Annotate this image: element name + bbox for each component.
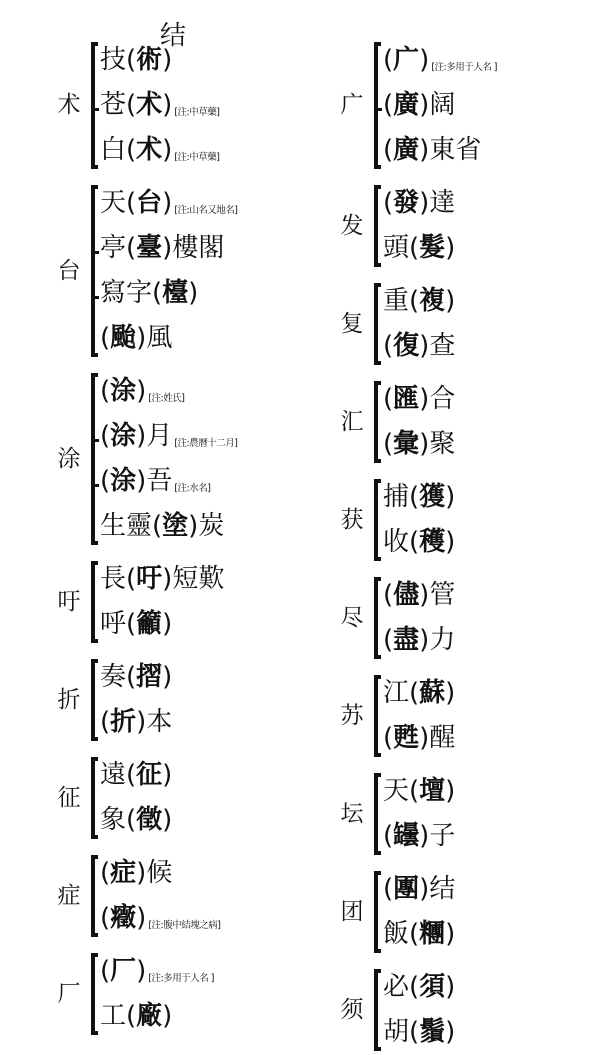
simplified-character: 折 — [57, 686, 81, 713]
variant-list — [383, 181, 455, 271]
simplified-character: 团 — [340, 898, 364, 925]
traditional-variant-text: 遠(征) — [100, 760, 173, 790]
traditional-variant-text: 長(吁)短歎 — [100, 564, 225, 594]
traditional-variant-text: (症)候 — [100, 858, 173, 888]
brace-bracket — [368, 475, 381, 565]
list-item — [383, 128, 497, 173]
usage-note: [注:中草藥] — [174, 107, 220, 119]
list-item — [100, 316, 237, 361]
left-column — [0, 21, 317, 1031]
character-group — [337, 279, 600, 369]
variant-list — [383, 769, 455, 859]
character-group — [54, 655, 317, 745]
simplified-character: 厂 — [57, 980, 81, 1007]
traditional-variant-text: 亭(臺)樓閣 — [100, 233, 225, 263]
variant-list — [100, 369, 237, 549]
list-item — [100, 271, 237, 316]
brace-bracket — [368, 181, 381, 271]
character-group — [337, 475, 600, 565]
character-group — [337, 671, 600, 761]
brace-bracket — [368, 279, 381, 369]
simplified-character: 症 — [57, 882, 81, 909]
usage-note: [注:中草藥] — [174, 152, 220, 164]
traditional-variant-text: (厂) — [100, 956, 147, 986]
traditional-variant-text: (广) — [383, 45, 430, 75]
usage-note: [注:多用于人名 ] — [148, 973, 214, 985]
brace-bracket — [85, 38, 98, 173]
list-item — [100, 459, 237, 504]
wrapped-text-tail: 结 — [160, 21, 187, 51]
traditional-variant-text: (廣)東省 — [383, 135, 482, 165]
list-item — [383, 716, 455, 761]
variant-list — [100, 753, 172, 843]
simplified-character: 广 — [340, 92, 364, 118]
variant-list — [383, 279, 455, 369]
usage-note: [注:多用于人名 ] — [431, 62, 497, 74]
character-group — [337, 573, 600, 663]
list-item — [383, 618, 455, 663]
brace-bracket — [368, 769, 381, 859]
traditional-variant-text: 胡(鬚) — [383, 1017, 456, 1047]
simplified-character: 获 — [340, 506, 364, 533]
list-item — [383, 377, 455, 422]
character-group — [337, 181, 600, 271]
simplified-character: 术 — [57, 92, 81, 118]
list-item — [100, 83, 219, 128]
brace-bracket — [85, 851, 98, 941]
list-item — [100, 798, 172, 843]
usage-note: [注:姓氏] — [148, 393, 185, 405]
list-item — [100, 753, 172, 798]
traditional-variant-text: (儘)管 — [383, 580, 456, 610]
list-item — [100, 655, 172, 700]
character-group — [54, 369, 317, 549]
list-item — [100, 128, 219, 173]
simplified-character: 苏 — [340, 702, 364, 729]
character-group — [337, 965, 600, 1055]
list-item — [383, 422, 455, 467]
variant-list — [383, 867, 455, 957]
list-item — [383, 520, 455, 565]
traditional-variant-text: 寫字(檯) — [100, 278, 199, 308]
traditional-variant-text: 技(術) — [100, 45, 173, 75]
list-item — [383, 279, 455, 324]
simplified-character: 汇 — [340, 408, 364, 435]
right-column — [317, 38, 600, 1047]
list-item — [100, 994, 214, 1039]
list-item — [383, 814, 455, 859]
brace-bracket — [85, 181, 98, 361]
traditional-variant-text: 生靈(塗)炭 — [100, 511, 225, 541]
brace-bracket — [85, 557, 98, 647]
traditional-variant-text: 重(複) — [383, 286, 456, 316]
list-item — [383, 573, 455, 618]
list-item — [100, 557, 224, 602]
character-group — [54, 557, 317, 647]
simplified-character: 复 — [340, 310, 364, 337]
list-item — [383, 965, 455, 1010]
list-item — [383, 181, 455, 226]
variant-list — [383, 38, 497, 173]
simplified-character: 坛 — [340, 800, 364, 827]
list-item — [100, 949, 214, 994]
variant-list — [383, 475, 455, 565]
brace-bracket — [85, 949, 98, 1039]
usage-note: [注:腹中結塊之病] — [148, 920, 221, 932]
brace-bracket — [368, 377, 381, 467]
traditional-variant-text: (颱)風 — [100, 323, 173, 353]
variant-list — [383, 671, 455, 761]
traditional-variant-text: (罎)子 — [383, 821, 456, 851]
variant-list — [100, 557, 224, 647]
traditional-variant-text: 工(廠) — [100, 1001, 173, 1031]
character-group — [337, 769, 600, 859]
brace-bracket — [85, 369, 98, 549]
simplified-character: 发 — [340, 212, 364, 239]
traditional-variant-text: (團)结 — [383, 874, 456, 904]
traditional-variant-text: 收(穫) — [383, 527, 456, 557]
simplified-character: 须 — [340, 996, 364, 1023]
usage-note: [注:山名又地名] — [174, 205, 238, 217]
brace-bracket — [85, 655, 98, 745]
character-group — [337, 867, 600, 957]
variant-list — [100, 181, 237, 361]
traditional-variant-text: (癥) — [100, 903, 147, 933]
traditional-variant-text: (發)達 — [383, 188, 456, 218]
traditional-variant-text: 江(蘇) — [383, 678, 456, 708]
traditional-variant-text: 天(台) — [100, 188, 173, 218]
variant-list — [383, 573, 455, 663]
traditional-variant-text: (涂)吾 — [100, 466, 173, 496]
simplified-character: 台 — [57, 257, 81, 284]
character-group — [54, 181, 317, 361]
traditional-variant-text: (折)本 — [100, 707, 173, 737]
traditional-variant-text: 奏(摺) — [100, 662, 173, 692]
character-group — [54, 753, 317, 843]
traditional-variant-text: 飯(糰) — [383, 919, 456, 949]
brace-bracket — [368, 38, 381, 173]
list-item — [383, 475, 455, 520]
brace-bracket — [368, 573, 381, 663]
brace-bracket — [85, 753, 98, 843]
variant-list — [100, 949, 214, 1039]
variant-list — [100, 655, 172, 745]
simplified-character: 征 — [57, 784, 81, 811]
usage-note: [注:農曆十二月] — [174, 438, 238, 450]
traditional-variant-text: 天(壇) — [383, 776, 456, 806]
traditional-variant-text: (復)查 — [383, 331, 456, 361]
list-item — [100, 851, 220, 896]
traditional-variant-text: 頭(髮) — [383, 233, 456, 263]
list-item — [383, 769, 455, 814]
traditional-variant-text: 苍(术) — [100, 90, 173, 120]
character-group — [54, 949, 317, 1039]
list-item — [100, 226, 237, 271]
traditional-variant-text: (甦)醒 — [383, 723, 456, 753]
brace-bracket — [368, 671, 381, 761]
traditional-variant-text: (匯)合 — [383, 384, 456, 414]
traditional-variant-text: (涂) — [100, 376, 147, 406]
traditional-variant-text: (廣)阔 — [383, 90, 456, 120]
list-item — [100, 369, 237, 414]
simplified-character: 尽 — [340, 604, 364, 631]
brace-bracket — [368, 965, 381, 1055]
list-item — [100, 414, 237, 459]
traditional-variant-text: 捕(獲) — [383, 482, 456, 512]
list-item — [383, 226, 455, 271]
list-item — [383, 38, 497, 83]
variant-list — [383, 377, 455, 467]
variant-list — [383, 965, 455, 1055]
traditional-variant-text: 象(徵) — [100, 805, 173, 835]
list-item — [100, 602, 224, 647]
traditional-variant-text: (涂)月 — [100, 421, 173, 451]
character-group — [337, 377, 600, 467]
traditional-variant-text: (盡)力 — [383, 625, 456, 655]
traditional-variant-text: 必(須) — [383, 972, 456, 1002]
simplified-character: 涂 — [57, 445, 81, 472]
traditional-variant-text: 白(术) — [100, 135, 173, 165]
list-item — [100, 181, 237, 226]
list-item — [383, 867, 455, 912]
brace-bracket — [368, 867, 381, 957]
list-item — [100, 504, 237, 549]
list-item — [383, 83, 497, 128]
list-item — [383, 912, 455, 957]
simplified-character: 吁 — [57, 588, 81, 615]
list-item — [383, 671, 455, 716]
list-item — [100, 700, 172, 745]
list-item — [383, 1010, 455, 1055]
usage-note: [注:水名] — [174, 483, 211, 495]
character-group — [337, 38, 600, 173]
list-item — [383, 324, 455, 369]
traditional-variant-text: 呼(籲) — [100, 609, 173, 639]
traditional-variant-text: (彙)聚 — [383, 429, 456, 459]
